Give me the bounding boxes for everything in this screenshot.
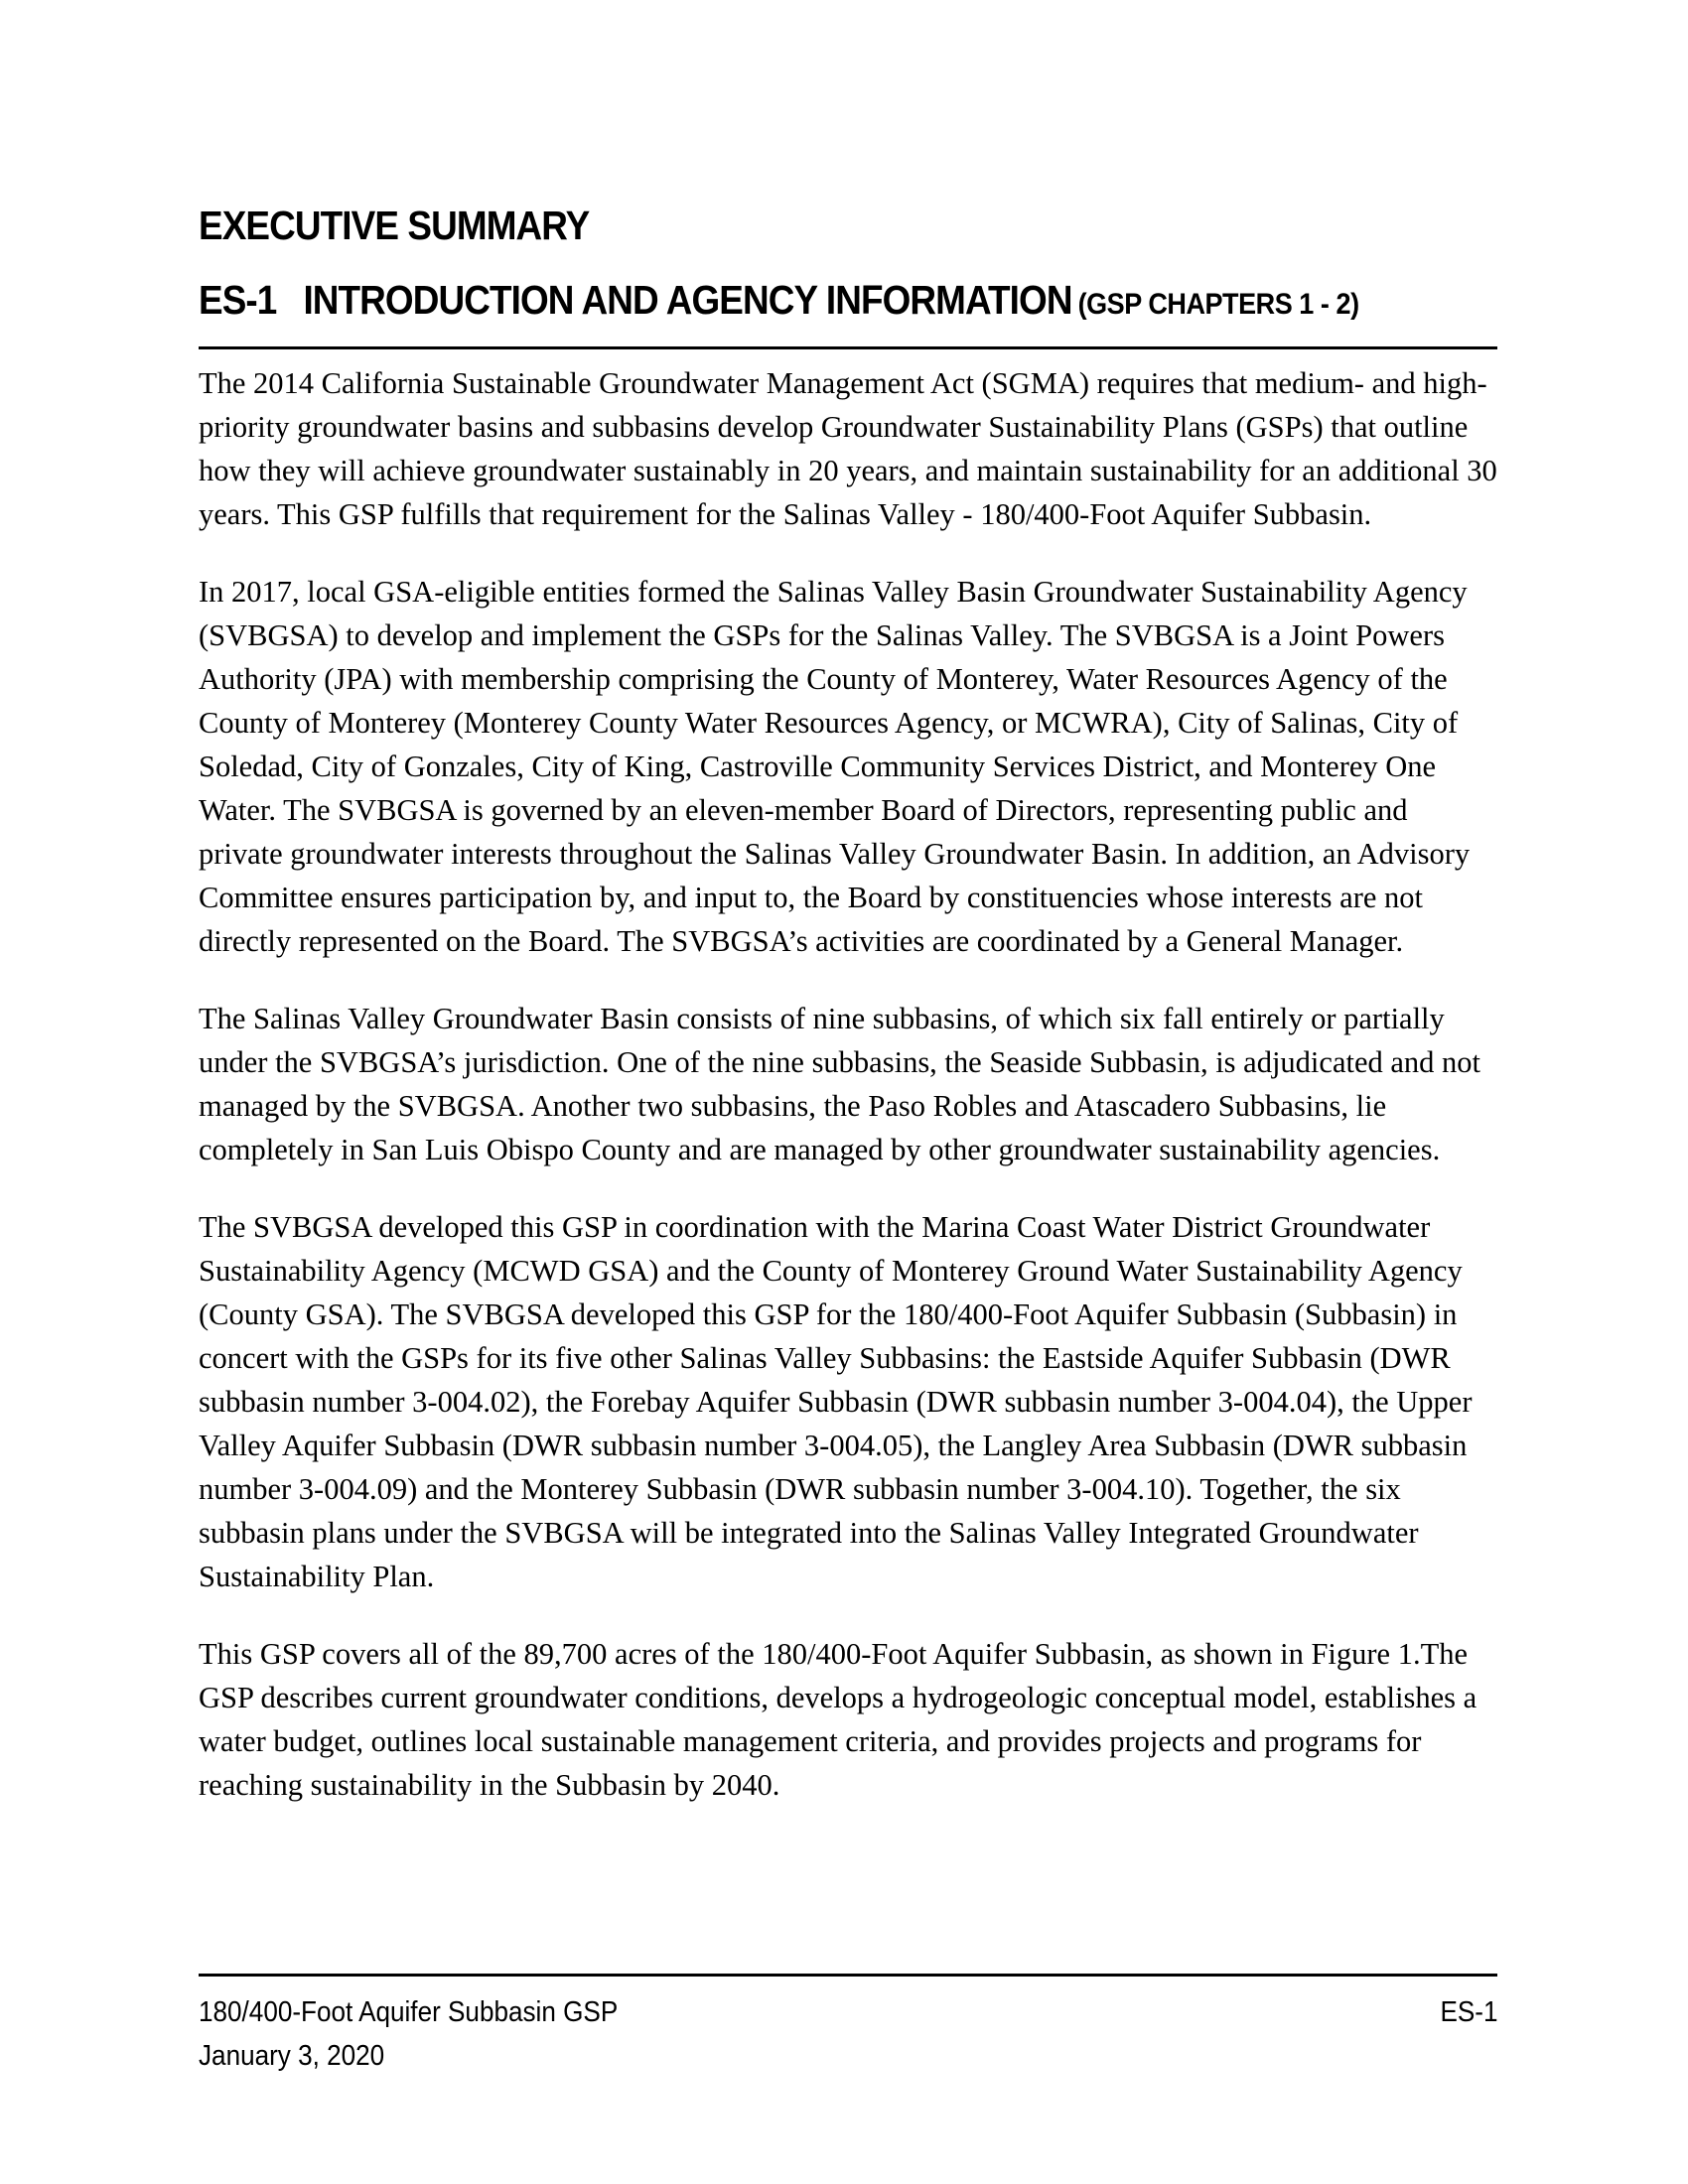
page-content (199, 199, 1497, 1807)
footer-row (199, 2034, 1497, 2078)
paragraph: The SVBGSA developed this GSP in coordination with the Marina Coast Water District Groundwater Sustainability Agency (MCWD GSA) and the County of Monterey Ground Water Sustainability Agency (County GSA). The SVBGSA developed this GSP for the 180/400-Foot Aquifer Subbasin (Subbasin) in concert with the GSPs for its five other Salinas Valley Subbasins: the Eastside Aquifer Subbasin (DWR subbasin number 3-004.02), the Forebay Aquifer Subbasin (DWR subbasin number 3-004.04), the Upper Valley Aquifer Subbasin (DWR subbasin number 3-004.05), the Langley Area Subbasin (DWR subbasin number 3-004.09) and the Monterey Subbasin (DWR subbasin number 3-004.10). Together, the six subbasin plans under the SVBGSA will be integrated into the Salinas Valley Integrated Groundwater Sustainability Plan. (199, 1210, 1473, 1593)
footer-date: January 3, 2020 (199, 2040, 385, 2072)
footer-page-number: ES-1 (1439, 1996, 1497, 2028)
section-chapters-ref: (GSP CHAPTERS 1 - 2) (1077, 288, 1359, 321)
footer-document-name: 180/400-Foot Aquifer Subbasin GSP (199, 1996, 619, 2028)
footer-row (199, 1990, 1497, 2034)
section-number: ES-1 (199, 277, 277, 323)
paragraph: The 2014 California Sustainable Groundwater Management Act (SGMA) requires that medium- and high-priority groundwater basins and subbasins develop Groundwater Sustainability Plans (GSPs) that outline how they will achieve groundwater sustainably in 20 years, and maintain sustainability for an additional 30 years. This GSP fulfills that requirement for the Salinas Valley - 180/400-Foot Aquifer Subbasin. (199, 366, 1497, 531)
paragraph: This GSP covers all of the 89,700 acres of the 180/400-Foot Aquifer Subbasin, as shown in Figure 1.The GSP describes current groundwater conditions, develops a hydrogeologic conceptual model, establishes a water budget, outlines local sustainable management criteria, and provides projects and programs for reaching sustainability in the Subbasin by 2040. (199, 1637, 1477, 1802)
paragraph: The Salinas Valley Groundwater Basin consists of nine subbasins, of which six fall entirely or partially under the SVBGSA’s jurisdiction. One of the nine subbasins, the Seaside Subbasin, is adjudicated and not managed by the SVBGSA. Another two subbasins, the Paso Robles and Atascadero Subbasins, lie completely in San Luis Obispo County and are managed by other groundwater sustainability agencies. (199, 1002, 1481, 1166)
section-heading (199, 268, 1497, 349)
section-title: INTRODUCTION AND AGENCY INFORMATION (303, 277, 1072, 323)
document-title: EXECUTIVE SUMMARY (199, 203, 590, 248)
section-heading-text (199, 268, 1359, 339)
page-footer (199, 1974, 1497, 2078)
body-text (199, 361, 1497, 1807)
paragraph: In 2017, local GSA-eligible entities formed the Salinas Valley Basin Groundwater Sustainability Agency (SVBGSA) to develop and implement the GSPs for the Salinas Valley. The SVBGSA is a Joint Powers Authority (JPA) with membership comprising the County of Monterey, Water Resources Agency of the County of Monterey (Monterey County Water Resources Agency, or MCWRA), City of Salinas, City of Soledad, City of Gonzales, City of King, Castroville Community Services District, and Monterey One Water. The SVBGSA is governed by an eleven-member Board of Directors, representing public and private groundwater interests throughout the Salinas Valley Groundwater Basin. In addition, an Advisory Committee ensures participation by, and input to, the Board by constituencies whose interests are not directly represented on the Board. The SVBGSA’s activities are coordinated by a General Manager. (199, 575, 1471, 958)
